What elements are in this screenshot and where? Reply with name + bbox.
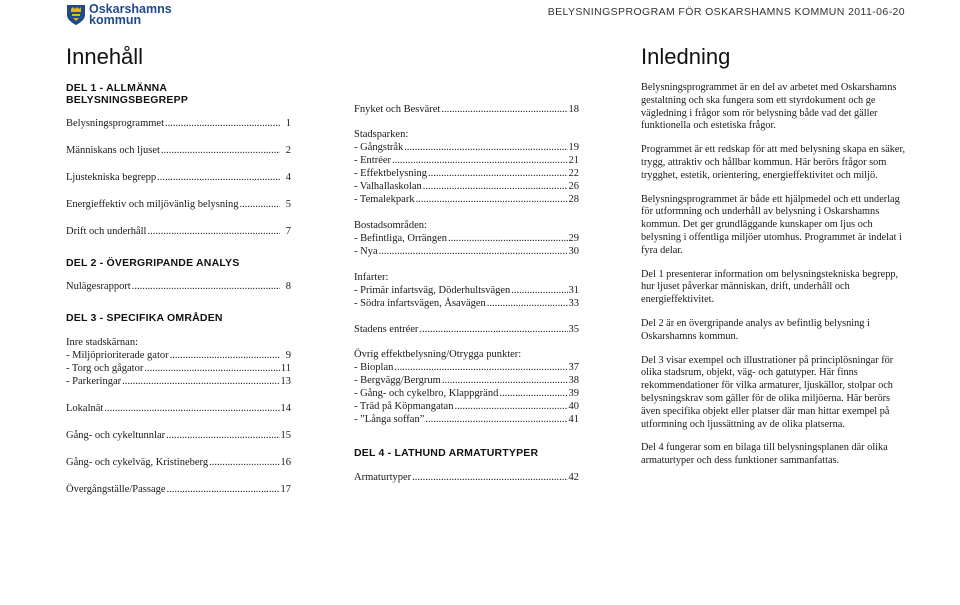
toc-entry[interactable] bbox=[354, 180, 579, 193]
toc-entry[interactable] bbox=[354, 103, 579, 116]
toc-leader bbox=[161, 144, 280, 157]
toc-entry-page: 1 bbox=[285, 118, 291, 129]
toc-entry-page: 22 bbox=[568, 168, 579, 179]
toc-leader bbox=[499, 387, 567, 400]
toc-entry[interactable] bbox=[66, 362, 291, 375]
toc-entry-label: - Gångstråk bbox=[354, 142, 404, 153]
toc-leader bbox=[442, 374, 568, 387]
toc-entry-page: 21 bbox=[568, 155, 579, 166]
toc-entry[interactable] bbox=[354, 141, 579, 154]
toc-entry-page: 13 bbox=[280, 376, 291, 387]
logo-line-1: Oskarshamns bbox=[89, 2, 172, 16]
toc-entry-label: - Bioplan bbox=[354, 362, 394, 373]
toc-entry-page: 28 bbox=[568, 194, 579, 205]
toc-entry-label: Belysningsprogrammet bbox=[66, 118, 164, 129]
toc-group-label: Infarter: bbox=[354, 272, 389, 283]
toc-entry[interactable] bbox=[66, 280, 291, 293]
toc-leader bbox=[487, 297, 568, 310]
toc-entry-page: 40 bbox=[568, 401, 579, 412]
toc-entry-label: Drift och underhåll bbox=[66, 226, 147, 237]
toc-entry-page: 5 bbox=[285, 199, 291, 210]
toc-entry[interactable] bbox=[354, 361, 579, 374]
toc-entry-label: Gång- och cykelväg, Kristineberg bbox=[66, 457, 209, 468]
toc-leader bbox=[122, 375, 279, 388]
toc-leader bbox=[392, 154, 567, 167]
toc-entry[interactable] bbox=[66, 225, 291, 238]
toc-entry-label: - Effektbelysning bbox=[354, 168, 427, 179]
toc-entry-page: 2 bbox=[285, 145, 291, 156]
intro-paragraph: Del 3 visar exempel och illustrationer på principlösningar för olika stadsrum, objekt, väg- och gatutyper. Här finns rekommendationer för vilka armaturer, ljuskällor, stolpar och belysningskrav som gäller för de olika miljöerna. Här berörs även specifika objekt eller platser där man hittar exempel på utformning och ljussättning av de olika platserna. bbox=[641, 354, 894, 430]
toc-entry[interactable] bbox=[66, 171, 291, 184]
toc-entry-label: - Primär infartsväg, Döderhultsvägen bbox=[354, 285, 511, 296]
toc-leader bbox=[165, 117, 280, 130]
toc-entry[interactable] bbox=[66, 483, 291, 496]
toc-leader bbox=[157, 171, 280, 184]
toc-entry-label: Armaturtyper bbox=[354, 472, 412, 483]
toc-group-label: Övrig effektbelysning/Otrygga punkter: bbox=[354, 349, 522, 360]
toc-entry-page: 31 bbox=[568, 285, 579, 296]
intro-heading: Inledning bbox=[641, 44, 731, 69]
toc-entry-label: - ”Långa soffan” bbox=[354, 414, 425, 425]
toc-entry-label: - Miljöprioriterade gator bbox=[66, 350, 169, 361]
toc-entry[interactable] bbox=[354, 193, 579, 206]
toc-entry-label: Gång- och cykeltunnlar bbox=[66, 430, 166, 441]
toc-entry-page: 19 bbox=[568, 142, 579, 153]
toc-entry-label: Människans och ljuset bbox=[66, 145, 160, 156]
toc-entry-page: 16 bbox=[280, 457, 291, 468]
logo-line-2: kommun bbox=[89, 13, 142, 27]
toc-entry-page: 8 bbox=[285, 281, 291, 292]
toc-entry-page: 14 bbox=[280, 403, 291, 414]
toc-leader bbox=[511, 284, 567, 297]
toc-entry-page: 38 bbox=[568, 375, 579, 386]
toc-leader bbox=[412, 471, 567, 484]
toc-leader bbox=[132, 280, 280, 293]
toc-entry-label: - Södra infartsvägen, Åsavägen bbox=[354, 298, 486, 309]
toc-entry-page: 42 bbox=[568, 472, 579, 483]
intro-paragraph: Programmet är ett redskap för att med belysning skapa en säker, trygg, attraktiv och hållbar kommun. Här berörs frågor som trygghet, estetik, orientering, energieffektivitet och miljö. bbox=[641, 144, 906, 181]
toc-entry-page: 17 bbox=[280, 484, 291, 495]
toc-heading: Innehåll bbox=[66, 44, 144, 69]
toc-entry-label: Ljustekniska begrepp bbox=[66, 172, 157, 183]
toc-entry-label: - Temalekpark bbox=[354, 194, 415, 205]
toc-leader bbox=[379, 245, 568, 258]
toc-leader bbox=[416, 193, 568, 206]
toc-entry-label: Stadens entréer bbox=[354, 324, 419, 335]
toc-column-left bbox=[66, 44, 291, 496]
toc-leader bbox=[441, 103, 567, 116]
toc-entry-label: - Parkeringar bbox=[66, 376, 122, 387]
toc-entry[interactable] bbox=[354, 284, 579, 297]
toc-entry-label: Lokalnät bbox=[66, 403, 104, 414]
toc-entry-label: - Entréer bbox=[354, 155, 392, 166]
toc-entry-label: Energieffektiv och miljövänlig belysning bbox=[66, 199, 239, 210]
toc-leader bbox=[147, 225, 280, 238]
toc-entry-page: 29 bbox=[568, 233, 579, 244]
toc-entry[interactable] bbox=[354, 167, 579, 180]
toc-entry-label: - Nya bbox=[354, 246, 378, 257]
toc-leader bbox=[454, 400, 567, 413]
toc-group-label: Stadsparken: bbox=[354, 129, 409, 140]
toc-part-2-heading: DEL 2 - ÖVERGRIPANDE ANALYS bbox=[66, 257, 240, 269]
toc-entry[interactable] bbox=[66, 198, 291, 211]
toc-entry-page: 15 bbox=[280, 430, 291, 441]
toc-entry-page: 4 bbox=[285, 172, 291, 183]
intro-column bbox=[641, 44, 906, 468]
toc-entry-label: - Befintliga, Orrängen bbox=[354, 233, 448, 244]
toc-leader bbox=[170, 349, 280, 362]
toc-part-1-heading: DEL 1 - ALLMÄNNA BELYSNINGSBEGREPP bbox=[66, 82, 189, 106]
toc-leader bbox=[167, 483, 280, 496]
toc-leader bbox=[419, 323, 567, 336]
toc-group-label: Inre stadskärnan: bbox=[66, 337, 139, 348]
toc-entry-label: - Torg och gågator bbox=[66, 363, 144, 374]
toc-leader bbox=[448, 232, 567, 245]
intro-paragraph: Del 1 presenterar information om belysningstekniska begrepp, hur ljuset påverkar människan, drift, underhåll och energieffektivitet. bbox=[641, 268, 899, 306]
toc-column-middle bbox=[354, 103, 579, 484]
toc-entry-label: - Bergvägg/Bergrum bbox=[354, 375, 441, 386]
toc-entry-label: Övergångställe/Passage bbox=[66, 484, 166, 495]
toc-entry-page: 26 bbox=[568, 181, 579, 192]
toc-part-3-heading: DEL 3 - SPECIFIKA OMRÅDEN bbox=[66, 312, 223, 324]
toc-entry-label: - Träd på Köpmangatan bbox=[354, 401, 454, 412]
toc-leader bbox=[404, 141, 567, 154]
toc-entry-page: 37 bbox=[568, 362, 579, 373]
toc-entry-label: - Gång- och cykelbro, Klappgränd bbox=[354, 388, 499, 399]
toc-entry[interactable] bbox=[66, 349, 291, 362]
toc-leader bbox=[166, 429, 279, 442]
toc-leader bbox=[423, 180, 568, 193]
toc-entry[interactable] bbox=[354, 297, 579, 310]
toc-entry-page: 7 bbox=[285, 226, 291, 237]
toc-entry-page: 18 bbox=[568, 104, 579, 115]
toc-part-4-heading: DEL 4 - LATHUND ARMATURTYPER bbox=[354, 447, 539, 459]
intro-paragraph: Del 4 fungerar som en bilaga till belysningsplanen där olika armaturtyper och dess funktioner sammanfattas. bbox=[641, 442, 888, 467]
toc-entry[interactable] bbox=[66, 402, 291, 415]
toc-entry-label: - Valhallaskolan bbox=[354, 181, 422, 192]
toc-leader bbox=[428, 167, 568, 180]
toc-entry[interactable] bbox=[66, 117, 291, 130]
toc-entry-page: 11 bbox=[280, 363, 291, 374]
toc-entry[interactable] bbox=[354, 245, 579, 258]
toc-leader bbox=[144, 362, 280, 375]
toc-entry[interactable] bbox=[354, 471, 579, 484]
toc-entry-page: 41 bbox=[568, 414, 579, 425]
toc-leader bbox=[240, 198, 280, 211]
toc-leader bbox=[209, 456, 279, 469]
coat-of-arms-icon bbox=[66, 4, 86, 26]
toc-entry[interactable] bbox=[66, 375, 291, 388]
toc-entry-page: 39 bbox=[568, 388, 579, 399]
intro-paragraph: Del 2 är en övergripande analys av befintlig belysning i Oskarshamns kommun. bbox=[641, 317, 870, 342]
toc-group-label: Bostadsområden: bbox=[354, 220, 427, 231]
toc-entry[interactable] bbox=[66, 456, 291, 469]
toc-entry-label: Fnyket och Besväret bbox=[354, 104, 441, 115]
toc-leader bbox=[104, 402, 279, 415]
toc-entry[interactable] bbox=[354, 387, 579, 400]
toc-entry[interactable] bbox=[66, 144, 291, 157]
logo-wordmark bbox=[89, 4, 172, 26]
toc-entry[interactable] bbox=[354, 400, 579, 413]
toc-entry-page: 9 bbox=[285, 350, 291, 361]
toc-entry[interactable] bbox=[66, 429, 291, 442]
document-title: BELYSNINGSPROGRAM FÖR OSKARSHAMNS KOMMUN 2011-06-20 bbox=[547, 6, 905, 18]
toc-leader bbox=[394, 361, 567, 374]
toc-entry[interactable] bbox=[354, 413, 579, 426]
municipality-logo[interactable] bbox=[66, 4, 172, 26]
toc-entry-label: Nulägesrapport bbox=[66, 281, 131, 292]
toc-entry[interactable] bbox=[354, 323, 579, 336]
toc-entry[interactable] bbox=[354, 374, 579, 387]
intro-paragraph: Belysningsprogrammet är en del av arbetet med Oskarshamns gestaltning och ska fungera som ett styrdokument och ge vägledning i frågor som rör belysning både vad det gäller funktionella och estetiska frågor. bbox=[641, 82, 897, 132]
toc-entry[interactable] bbox=[354, 154, 579, 167]
intro-paragraph: Belysningsprogrammet är både ett hjälpmedel och ett underlag för utformning och underhåll av belysning i Oskarshamns kommun. Det ger grundläggande kunskaper om ljus och belysning i offentliga miljöer utomhus. Programmet är indelat i fyra delar. bbox=[641, 193, 902, 256]
toc-leader bbox=[425, 413, 567, 426]
toc-entry-page: 35 bbox=[568, 324, 579, 335]
toc-entry[interactable] bbox=[354, 232, 579, 245]
toc-entry-page: 33 bbox=[568, 298, 579, 309]
toc-entry-page: 30 bbox=[568, 246, 579, 257]
